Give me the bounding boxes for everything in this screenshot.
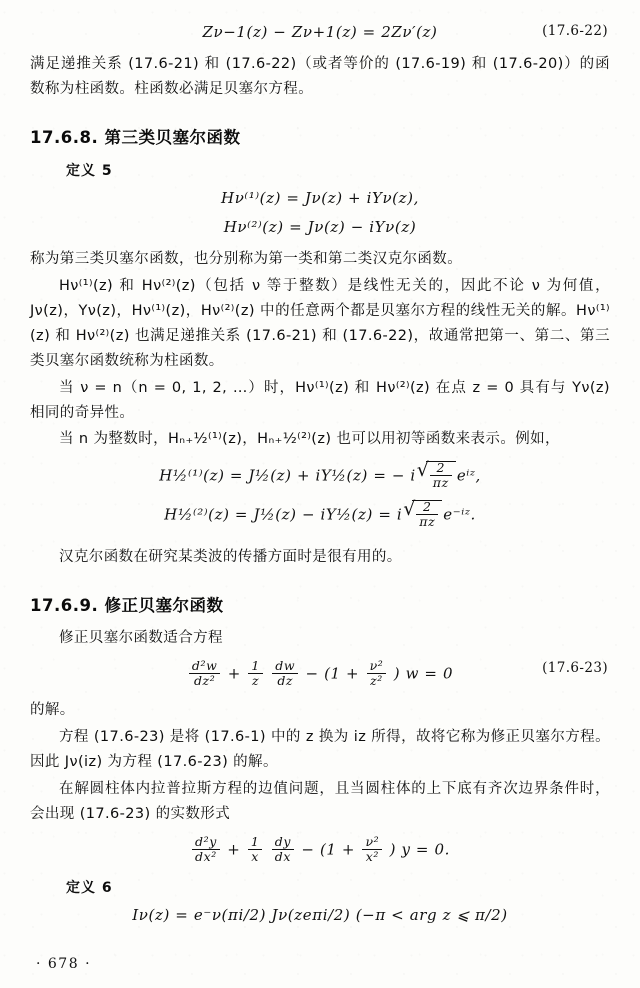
equation-17-6-23-tag: (17.6-23) xyxy=(542,660,608,677)
fraction-dy-dx: $\frac{dy}{dx}$ xyxy=(272,835,294,864)
equation-17-6-22 xyxy=(30,23,610,43)
fraction-1-over-x: $\frac{1}{x}$ xyxy=(248,835,263,864)
fraction-2-over-pi-z-2: √ $\frac{2}{\pi z}$ xyxy=(416,500,438,529)
paragraph-solution-of: 的解。 xyxy=(30,702,75,719)
sqrt-symbol-2 xyxy=(403,500,442,530)
equation-modified-bessel-definition-body: Iν(z) = e⁻ν(πi/2) Jν(zeπi/2) (−π < arg z ⩽ π/2) xyxy=(132,905,508,924)
plus-sign-2: + xyxy=(227,840,241,859)
paren-close-2: ) y = 0. xyxy=(389,840,450,859)
paragraph-elementary-forms: 当 n 为整数时，Hₙ₊½⁽¹⁾(z)，Hₙ₊½⁽²⁾(z) 也可以用初等函数来表示。例如， xyxy=(59,431,560,448)
fraction-dw-dz: $\frac{dw}{dz}$ xyxy=(272,659,298,688)
equation-17-6-23-body xyxy=(187,660,453,689)
equation-half-order-second-lhs: H½⁽²⁾(z) = J½(z) − iY½(z) = i xyxy=(164,505,403,524)
paragraph-modified-intro: 修正贝塞尔函数适合方程 xyxy=(59,630,223,647)
paragraph-recurrence: 满足递推关系 (17.6-21) 和 (17.6-22)（或者等价的 (17.6-19) 和 (17.6-20)）的函数称为柱函数。柱函数必满足贝塞尔方程。 xyxy=(30,56,610,97)
equation-half-order-first-body xyxy=(159,461,481,491)
paren-open-2: (1 + xyxy=(319,840,356,859)
section-heading-17-6-8: 17.6.8. 第三类贝塞尔函数 xyxy=(30,127,241,147)
fraction-1-over-z: $\frac{1}{z}$ xyxy=(248,659,263,688)
equation-real-form-body xyxy=(190,833,450,865)
equation-hankel-second-kind xyxy=(30,218,610,238)
paragraph-singularity: 当 ν = n（n = 0, 1, 2, …）时，Hν⁽¹⁾(z) 和 Hν⁽²⁾(z) 在点 z = 0 具有与 Yν(z) 相同的奇异性。 xyxy=(30,379,610,421)
paren-open-1: (1 + xyxy=(324,664,360,683)
equation-17-6-23 xyxy=(30,660,610,689)
minus-sign-1: − xyxy=(305,664,319,683)
fraction-2-over-pi-z-1: √ $\frac{2}{\pi z}$ xyxy=(430,461,452,490)
section-heading-17-6-9: 17.6.9. 修正贝塞尔函数 xyxy=(30,596,224,616)
paren-close-1: ) w = 0 xyxy=(393,664,454,683)
equation-real-form xyxy=(30,833,610,865)
minus-sign-2: − xyxy=(301,840,315,859)
equation-half-order-second xyxy=(30,500,610,530)
paragraph-modified-derivation: 方程 (17.6-23) 是将 (17.6-1) 中的 z 换为 iz 所得，故将它称为修正贝塞尔方程。因此 Jν(iz) 为方程 (17.6-23) 的解。 xyxy=(30,729,610,771)
equation-half-order-first-lhs: H½⁽¹⁾(z) = J½(z) + iY½(z) = − i xyxy=(159,466,416,485)
fraction-d2w-dz2: $\frac{\text{d²w}}{\text{dz²}}$ xyxy=(189,659,221,688)
equation-half-order-first-tail: eⁱᶻ, xyxy=(456,466,481,485)
sqrt-symbol-1 xyxy=(417,461,456,491)
plus-sign-1: + xyxy=(227,664,241,683)
equation-half-order-second-body xyxy=(164,500,476,530)
fraction-nu2-over-x2: $\frac{\text{ν²}}{\text{x²}}$ xyxy=(362,835,382,864)
paragraph-hankel-naming: 称为第三类贝塞尔函数，也分别称为第一类和第二类汉克尔函数。 xyxy=(30,250,463,267)
equation-hankel-first-kind-body: Hν⁽¹⁾(z) = Jν(z) + iYν(z), xyxy=(221,188,419,207)
equation-17-6-22-body: Zν−1(z) − Zν+1(z) = 2Zν′(z) xyxy=(202,23,438,41)
definition-5-label: 定义 5 xyxy=(66,162,113,179)
definition-6-label: 定义 6 xyxy=(66,879,113,896)
paragraph-linear-independence: Hν⁽¹⁾(z) 和 Hν⁽²⁾(z)（包括 ν 等于整数）是线性无关的，因此不论 ν 为何值，Jν(z)，Yν(z)，Hν⁽¹⁾(z)，Hν⁽²⁾(z) 中的任意两个都是贝塞尔方程的线性无关的解。Hν⁽¹⁾(z) 和 Hν⁽²⁾(z) 也满足递推关系 (17.6-21) 和 (17.6-22)，故通常把第一、第二、第三类贝塞尔函数统称为柱函数。 xyxy=(30,277,610,369)
paragraph-cylinder-boundary: 在解圆柱体内拉普拉斯方程的边值问题，且当圆柱体的上下底有齐次边界条件时，会出现 (17.6-23) 的实数形式 xyxy=(30,781,610,822)
equation-hankel-first-kind xyxy=(30,189,610,209)
fraction-nu2-over-z2: $\frac{\text{ν²}}{\text{z²}}$ xyxy=(367,659,387,688)
fraction-d2y-dx2: $\frac{\text{d²y}}{\text{dx²}}$ xyxy=(192,835,220,864)
equation-half-order-first xyxy=(30,461,610,491)
page-number: · 678 · xyxy=(36,956,92,972)
equation-half-order-second-tail: e⁻ⁱᶻ. xyxy=(443,505,476,524)
equation-modified-bessel-definition xyxy=(30,906,610,926)
paragraph-hankel-application: 汉克尔函数在研究某类波的传播方面时是很有用的。 xyxy=(59,549,402,566)
equation-hankel-second-kind-body: Hν⁽²⁾(z) = Jν(z) − iYν(z) xyxy=(223,217,417,236)
equation-17-6-22-tag: (17.6-22) xyxy=(542,23,608,39)
